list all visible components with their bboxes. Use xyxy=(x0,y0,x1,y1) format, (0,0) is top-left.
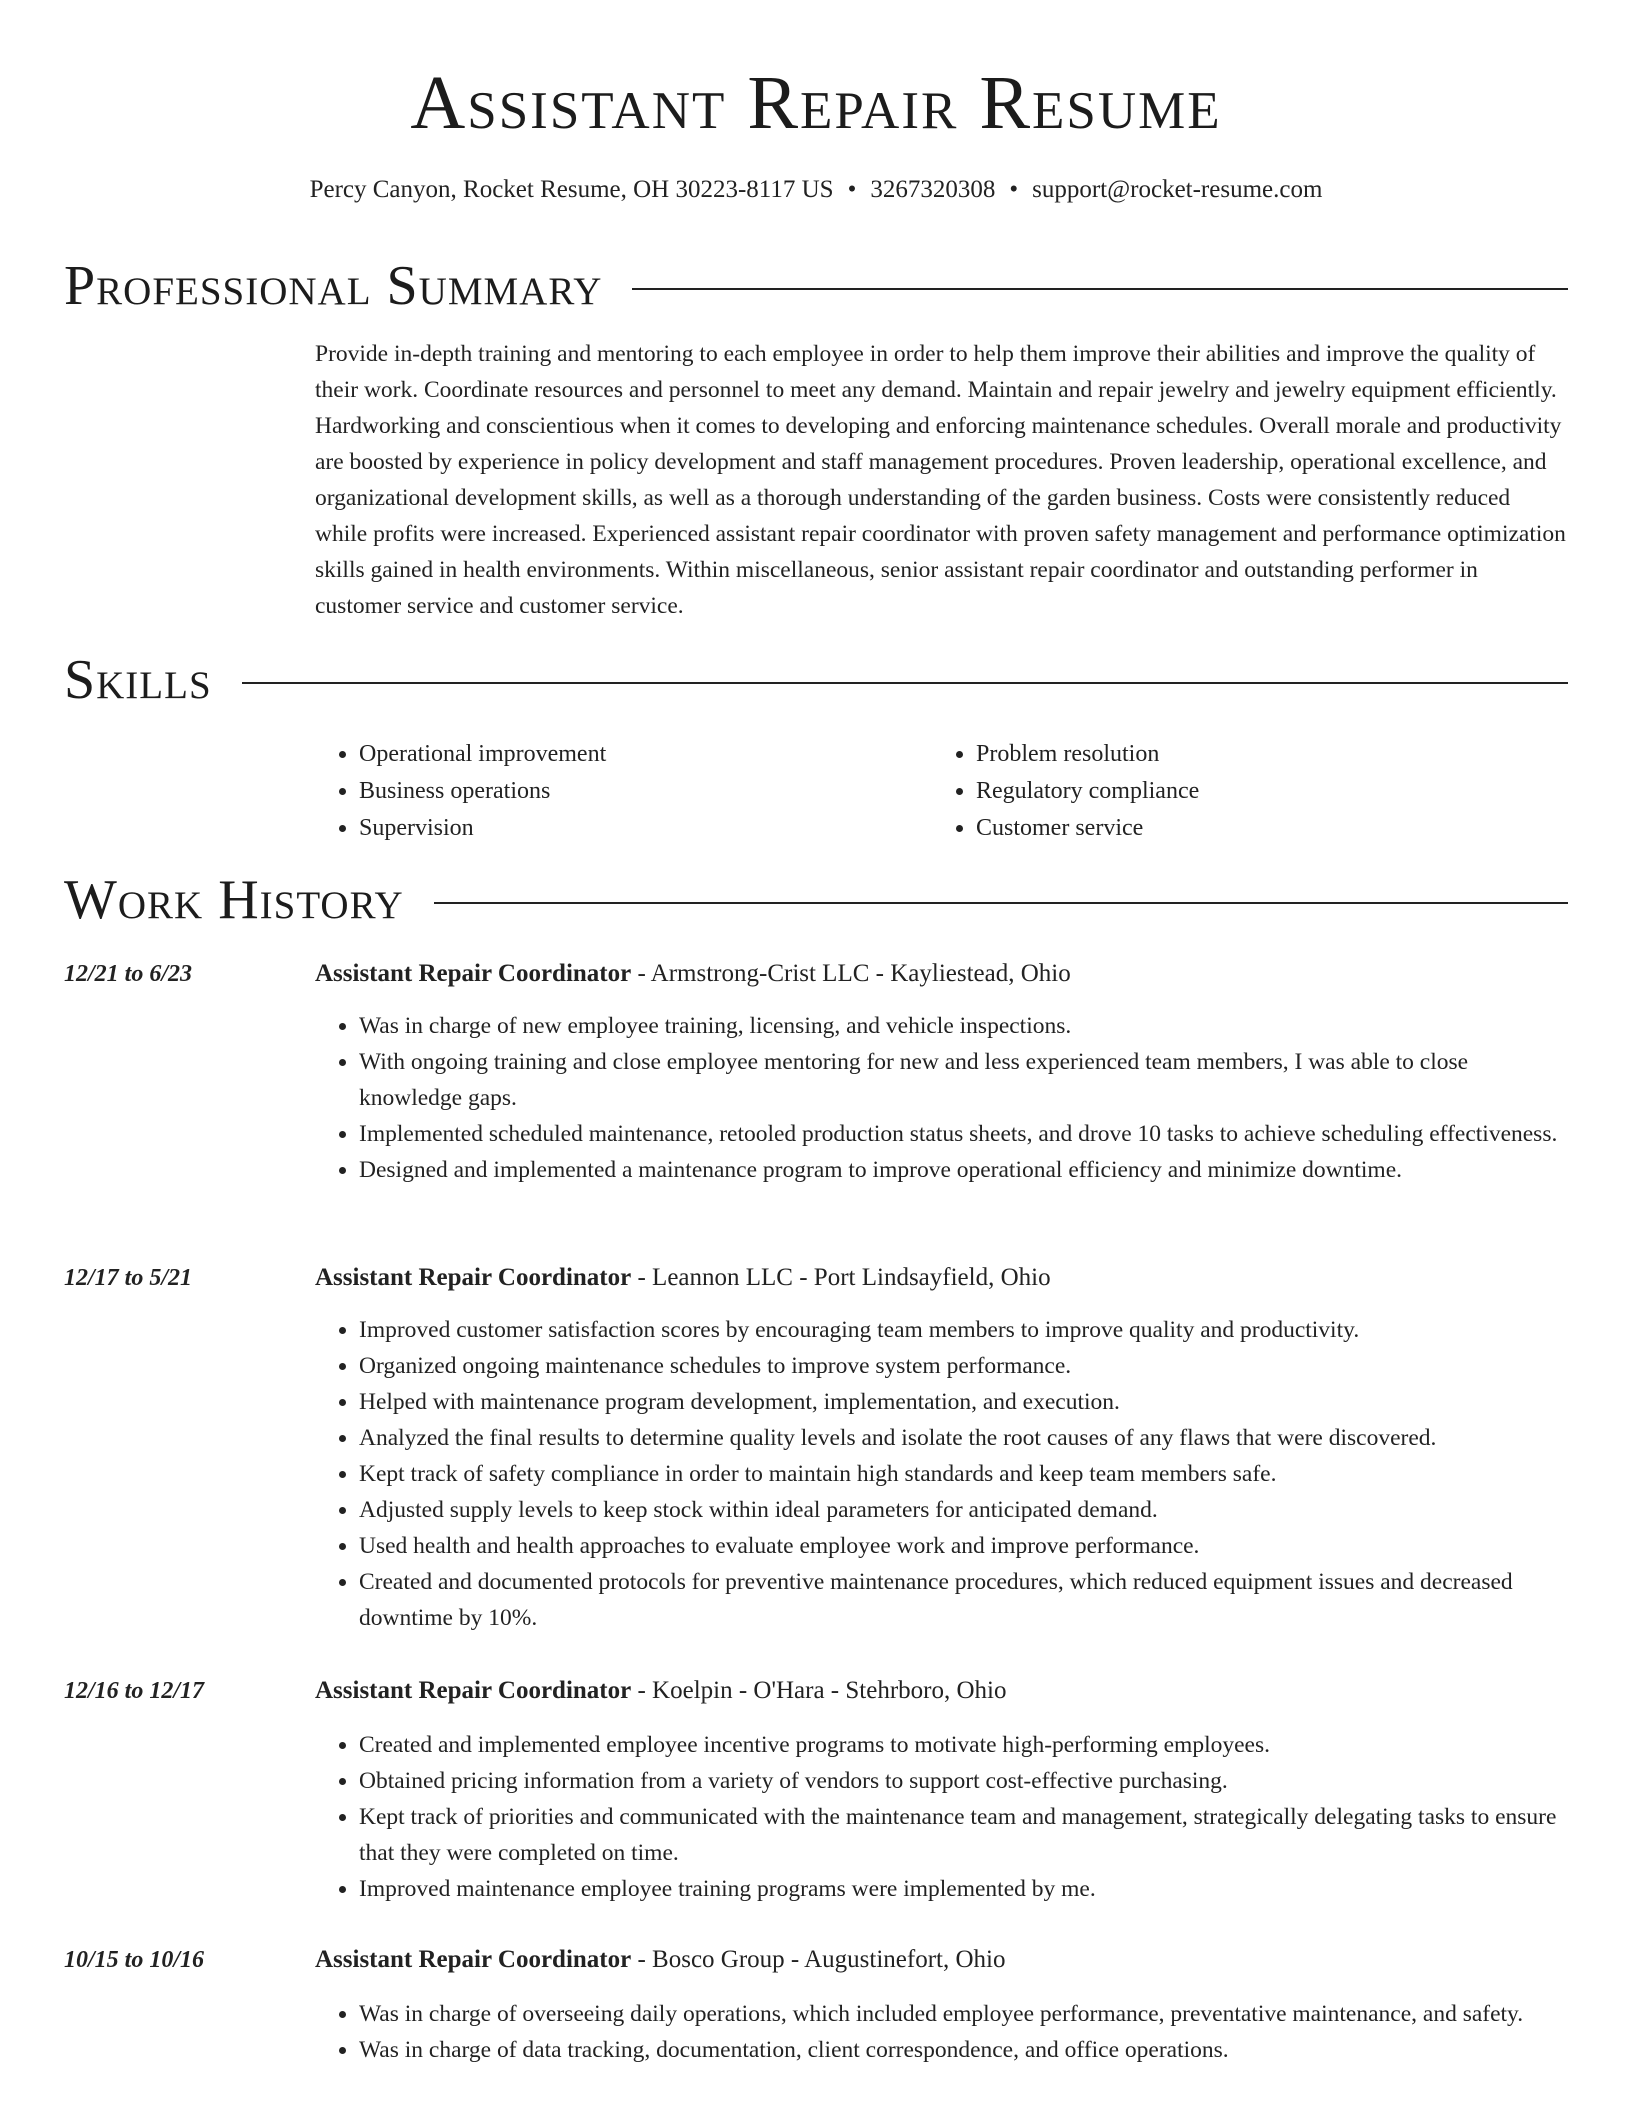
summary-section-header xyxy=(64,254,1568,318)
skills-column-left xyxy=(315,736,932,847)
job-dates: 10/15 to 10/16 xyxy=(64,1947,205,1973)
skills-column-right xyxy=(932,736,1549,847)
skill-item: • Supervision xyxy=(359,810,932,847)
job-bullet: • Used health and health approaches to evaluate employee work and improve performance. xyxy=(359,1528,1568,1564)
job-bullets xyxy=(315,1727,1568,1907)
contact-line xyxy=(0,172,1632,208)
job-bullet: • Was in charge of data tracking, documentation, client correspondence, and office operations. xyxy=(359,2032,1568,2068)
summary-text: Provide in-depth training and mentoring to each employee in order to help them improve their abilities and improve the quality of their work. Coordinate resources and personnel to meet any demand. Maintain and repair jewelry and jewelry equipment efficiently. Hardworking and conscientious when it comes to developing and enforcing maintenance schedules. Overall morale and productivity are boosted by experience in policy development and staff management procedures. Proven leadership, operational excellence, and organizational development skills, as well as a thorough understanding of the garden business. Costs were consistently reduced while profits were increased. Experienced assistant repair coordinator with proven safety management and performance optimization skills gained in health environments. Within miscellaneous, senior assistant repair coordinator and outstanding performer in customer service and customer service. xyxy=(315,341,1566,619)
contact-separator: • xyxy=(847,176,857,203)
skill-item: • Operational improvement xyxy=(359,736,932,773)
job-bullet: • Analyzed the final results to determine quality levels and isolate the root causes of any flaws that were discovered. xyxy=(359,1420,1568,1456)
contact-address: Percy Canyon, Rocket Resume, OH 30223-8117 US xyxy=(309,176,834,203)
job-bullet: • Helped with maintenance program development, implementation, and execution. xyxy=(359,1384,1568,1420)
job-headline xyxy=(315,1942,1568,1978)
job-bullet: • Was in charge of overseeing daily operations, which included employee performance, preventative maintenance, and safety. xyxy=(359,1996,1568,2032)
job-bullet: • Was in charge of new employee training, licensing, and vehicle inspections. xyxy=(359,1008,1568,1044)
job-bullet: • Improved maintenance employee training programs were implemented by me. xyxy=(359,1871,1568,1907)
contact-email[interactable]: support@rocket-resume.com xyxy=(1032,176,1323,203)
skill-item: • Business operations xyxy=(359,773,932,810)
job-dates: 12/17 to 5/21 xyxy=(64,1265,193,1291)
section-divider xyxy=(434,902,1568,904)
job-company: - Leannon LLC - Port Lindsayfield, Ohio xyxy=(631,1264,1051,1291)
work-section-header xyxy=(64,868,1568,932)
resume-title: Assistant Repair Resume xyxy=(410,61,1222,145)
job-headline xyxy=(315,1260,1568,1296)
job-bullet: • Organized ongoing maintenance schedules to improve system performance. xyxy=(359,1348,1568,1384)
skill-item: • Problem resolution xyxy=(976,736,1549,773)
contact-separator: • xyxy=(1009,176,1019,203)
summary-heading: Professional Summary xyxy=(64,255,603,317)
job-dates: 12/21 to 6/23 xyxy=(64,961,193,987)
job-bullet: • Designed and implemented a maintenance program to improve operational efficiency and minimize downtime. xyxy=(359,1152,1568,1188)
job-bullet: • Created and implemented employee incentive programs to motivate high-performing employees. xyxy=(359,1727,1568,1763)
job-bullet: • Improved customer satisfaction scores by encouraging team members to improve quality and productivity. xyxy=(359,1312,1568,1348)
job-bullet: • Obtained pricing information from a variety of vendors to support cost-effective purchasing. xyxy=(359,1763,1568,1799)
job-dates: 12/16 to 12/17 xyxy=(64,1678,205,1704)
job-role: Assistant Repair Coordinator xyxy=(315,1264,632,1291)
job-bullets xyxy=(315,1996,1568,2068)
skills-heading: Skills xyxy=(64,649,212,711)
job-bullet: • Created and documented protocols for preventive maintenance procedures, which reduced equipment issues and decreased downtime by 10%. xyxy=(359,1564,1568,1636)
job-role: Assistant Repair Coordinator xyxy=(315,960,632,987)
job-role: Assistant Repair Coordinator xyxy=(315,1677,632,1704)
job-bullet: • Implemented scheduled maintenance, retooled production status sheets, and drove 10 tasks to achieve scheduling effectiveness. xyxy=(359,1116,1568,1152)
job-headline xyxy=(315,956,1568,992)
job-role: Assistant Repair Coordinator xyxy=(315,1946,632,1973)
section-divider xyxy=(242,682,1568,684)
job-bullet: • Kept track of priorities and communicated with the maintenance team and management, strategically delegating tasks to ensure that they were completed on time. xyxy=(359,1799,1568,1871)
job-company: - Armstrong-Crist LLC - Kayliestead, Ohio xyxy=(631,960,1071,987)
job-company: - Koelpin - O'Hara - Stehrboro, Ohio xyxy=(631,1677,1007,1704)
skill-item: • Regulatory compliance xyxy=(976,773,1549,810)
job-bullet: • Kept track of safety compliance in order to maintain high standards and keep team members safe. xyxy=(359,1456,1568,1492)
job-company: - Bosco Group - Augustinefort, Ohio xyxy=(631,1946,1006,1973)
job-bullet: • With ongoing training and close employee mentoring for new and less experienced team members, I was able to close knowledge gaps. xyxy=(359,1044,1568,1116)
job-bullets xyxy=(315,1008,1568,1188)
skills-section-header xyxy=(64,648,1568,712)
job-bullets xyxy=(315,1312,1568,1636)
contact-phone: 3267320308 xyxy=(870,176,996,203)
skill-item: • Customer service xyxy=(976,810,1549,847)
skills-list xyxy=(315,736,1568,847)
job-bullet: • Adjusted supply levels to keep stock within ideal parameters for anticipated demand. xyxy=(359,1492,1568,1528)
work-heading: Work History xyxy=(64,869,404,931)
job-headline xyxy=(315,1673,1568,1709)
section-divider xyxy=(632,288,1568,290)
